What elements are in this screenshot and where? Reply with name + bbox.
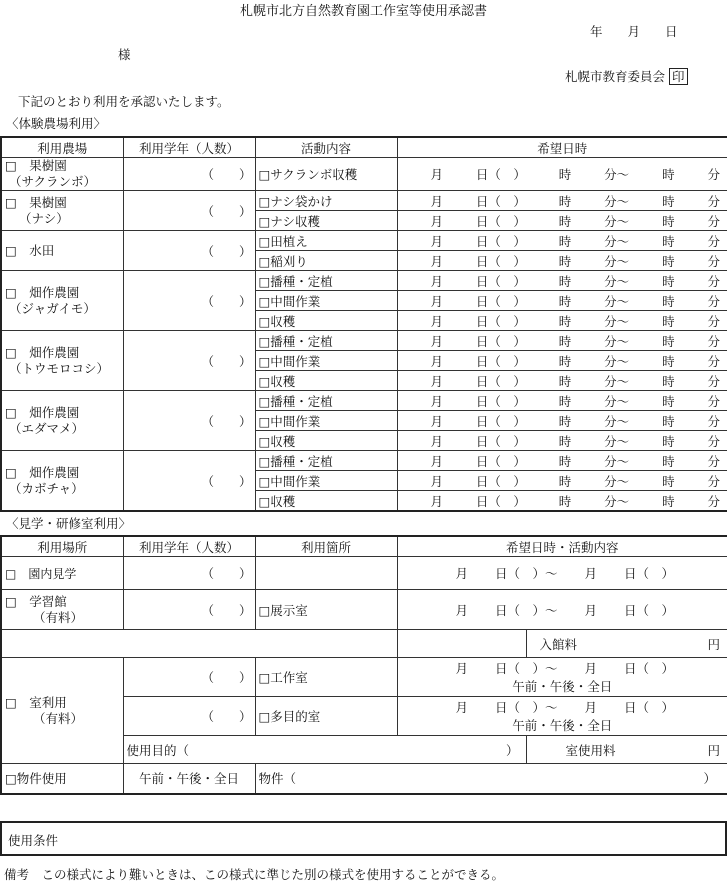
farm-crop-name: （サクランボ） bbox=[9, 174, 97, 189]
datetime-token: 月 bbox=[430, 433, 444, 449]
farm-crop-name: （カボチャ） bbox=[9, 480, 84, 496]
datetime-token: 時 bbox=[662, 353, 675, 369]
date-range-token: 月 bbox=[584, 661, 598, 676]
datetime-token: 分〜 bbox=[604, 167, 630, 182]
datetime-token: 月 bbox=[430, 453, 444, 469]
activity-checkbox[interactable]: □播種・定植 bbox=[255, 451, 397, 471]
purpose-label: 使用目的（ bbox=[126, 742, 190, 758]
remarks: 備考 この様式により難いときは、この様式に準じた別の様式を使用することができる。 bbox=[4, 867, 505, 882]
datetime-token: 分〜 bbox=[604, 193, 630, 209]
date-range-token: 日（ ）〜 bbox=[495, 566, 558, 581]
datetime-token: 時 bbox=[662, 453, 675, 469]
multipurpose-session[interactable]: 午前・午後・全日 bbox=[512, 718, 613, 733]
activity-datetime-field[interactable] bbox=[397, 371, 727, 391]
datetime-token: 分 bbox=[707, 393, 720, 409]
datetime-token: 時 bbox=[662, 193, 675, 209]
datetime-token: 時 bbox=[558, 373, 572, 389]
datetime-token: 時 bbox=[662, 473, 675, 489]
farm-label[interactable] bbox=[1, 158, 123, 191]
hall-people-field[interactable]: （ ） bbox=[123, 590, 255, 630]
datetime-token: 時 bbox=[662, 393, 675, 409]
hall-fee-blank bbox=[1, 630, 397, 658]
datetime-token: 日（ ） bbox=[475, 373, 526, 389]
datetime-token: 時 bbox=[662, 213, 675, 229]
datetime-token: 日（ ） bbox=[475, 313, 526, 329]
hall-fee-row bbox=[1, 630, 727, 658]
activity-checkbox[interactable]: □収穫 bbox=[255, 431, 397, 451]
addressee-suffix: 様 bbox=[118, 47, 131, 62]
farm-label[interactable] bbox=[1, 191, 123, 231]
activity-checkbox[interactable]: □播種・定植 bbox=[255, 331, 397, 351]
datetime-token: 日（ ） bbox=[475, 413, 526, 429]
hall-fee-spacer bbox=[397, 630, 526, 658]
header-datetime-content: 希望日時・活動内容 bbox=[397, 536, 727, 557]
datetime-token: 時 bbox=[558, 313, 572, 329]
farm-activity-row bbox=[1, 331, 727, 351]
datetime-token: 時 bbox=[558, 253, 572, 269]
purpose-close: ） bbox=[505, 742, 519, 758]
datetime-token: 日（ ） bbox=[475, 453, 526, 469]
visit-header-row bbox=[1, 536, 727, 557]
activity-checkbox[interactable]: □中間作業 bbox=[255, 291, 397, 311]
multipurpose-checkbox[interactable]: □多目的室 bbox=[255, 697, 397, 736]
workshop-session[interactable]: 午前・午後・全日 bbox=[512, 679, 613, 694]
datetime-token: 分〜 bbox=[604, 413, 630, 429]
datetime-token: 分 bbox=[707, 333, 720, 349]
farm-label[interactable] bbox=[1, 331, 123, 391]
farm-checkbox-label[interactable]: □ 畑作農園 bbox=[5, 344, 80, 360]
activity-checkbox[interactable]: □サクランボ収穫 bbox=[255, 158, 397, 191]
datetime-token: 時 bbox=[662, 253, 675, 269]
header-location: 利用箇所 bbox=[255, 536, 397, 557]
farm-activity-row bbox=[1, 158, 727, 191]
hall-checkbox-label[interactable]: □ 学習館 bbox=[5, 593, 67, 609]
tour-checkbox-label[interactable]: □ 園内見学 bbox=[1, 557, 123, 590]
farm-checkbox-label[interactable]: □ 果樹園 bbox=[5, 158, 67, 173]
datetime-token: 分 bbox=[707, 493, 720, 509]
tour-row bbox=[1, 557, 727, 590]
farm-usage-table bbox=[0, 136, 727, 512]
tour-location-cell[interactable] bbox=[255, 557, 397, 590]
datetime-token: 時 bbox=[662, 167, 675, 182]
datetime-token: 日（ ） bbox=[475, 193, 526, 209]
datetime-token: 時 bbox=[662, 493, 675, 509]
datetime-token: 月 bbox=[430, 293, 444, 309]
datetime-token: 月 bbox=[430, 213, 444, 229]
datetime-token: 分〜 bbox=[604, 353, 630, 369]
datetime-token: 分 bbox=[707, 373, 720, 389]
hall-row bbox=[1, 590, 727, 630]
farm-checkbox-label[interactable]: □ 果樹園 bbox=[5, 194, 67, 210]
date-range-token: 日（ ） bbox=[624, 566, 675, 581]
farm-crop-name: （ジャガイモ） bbox=[9, 300, 96, 316]
item-detail-close: ） bbox=[703, 771, 717, 787]
activity-datetime-field[interactable] bbox=[397, 351, 727, 371]
datetime-token: 時 bbox=[558, 473, 572, 489]
activity-checkbox[interactable]: □中間作業 bbox=[255, 411, 397, 431]
document-title: 札幌市北方自然教育園工作室等使用承認書 bbox=[239, 4, 487, 19]
datetime-token: 月 bbox=[430, 473, 444, 489]
datetime-token: 時 bbox=[558, 193, 572, 209]
datetime-token: 月 bbox=[430, 493, 444, 509]
datetime-token: 月 bbox=[430, 333, 444, 349]
header-activity: 活動内容 bbox=[255, 137, 397, 158]
datetime-token: 月 bbox=[430, 167, 444, 182]
datetime-token: 時 bbox=[662, 373, 675, 389]
datetime-token: 分 bbox=[707, 453, 720, 469]
date-range-token: 日（ ） bbox=[624, 661, 675, 676]
farm-label[interactable] bbox=[1, 231, 123, 271]
date-range-token: 月 bbox=[455, 661, 469, 676]
activity-checkbox[interactable]: □収穫 bbox=[255, 311, 397, 331]
datetime-token: 日（ ） bbox=[475, 333, 526, 349]
conditions-label: 使用条件 bbox=[8, 833, 59, 848]
farm-activity-row bbox=[1, 191, 727, 211]
header-grade: 利用学年（人数） bbox=[123, 137, 255, 158]
workshop-checkbox[interactable]: □工作室 bbox=[255, 658, 397, 697]
datetime-token: 月 bbox=[430, 373, 444, 389]
datetime-token: 時 bbox=[558, 333, 572, 349]
datetime-token: 分〜 bbox=[604, 393, 630, 409]
date-range-token: 月 bbox=[455, 602, 469, 618]
header-datetime: 希望日時 bbox=[397, 137, 727, 158]
date-range-token: 日（ ） bbox=[624, 602, 675, 618]
item-session[interactable]: 午前・午後・全日 bbox=[123, 764, 255, 794]
issuer-name: 札幌市教育委員会 bbox=[565, 69, 666, 84]
activity-checkbox[interactable]: □収穫 bbox=[255, 371, 397, 391]
issuer-block bbox=[565, 67, 688, 85]
room-purpose-field[interactable] bbox=[123, 736, 526, 764]
datetime-token: 日（ ） bbox=[475, 493, 526, 509]
workshop-date-range[interactable] bbox=[397, 658, 727, 697]
datetime-token: 時 bbox=[558, 493, 572, 509]
datetime-token: 分〜 bbox=[604, 373, 630, 389]
activity-checkbox[interactable]: □田植え bbox=[255, 231, 397, 251]
datetime-token: 日（ ） bbox=[475, 473, 526, 489]
datetime-token: 時 bbox=[558, 433, 572, 449]
datetime-token: 日（ ） bbox=[475, 273, 526, 289]
datetime-token: 分 bbox=[707, 433, 720, 449]
datetime-token: 日（ ） bbox=[475, 293, 526, 309]
room-row-workshop bbox=[1, 658, 727, 697]
farm-label[interactable] bbox=[1, 271, 123, 331]
datetime-token: 分 bbox=[707, 473, 720, 489]
datetime-token: 時 bbox=[558, 353, 572, 369]
workshop-people-field[interactable]: （ ） bbox=[123, 658, 255, 697]
datetime-token: 分〜 bbox=[604, 273, 630, 289]
datetime-token: 分〜 bbox=[604, 433, 630, 449]
hall-label[interactable] bbox=[1, 590, 123, 630]
activity-checkbox[interactable]: □収穫 bbox=[255, 491, 397, 512]
farm-checkbox-label[interactable]: □ 畑作農園 bbox=[5, 404, 80, 420]
datetime-token: 分 bbox=[707, 213, 720, 229]
farm-section-heading: 〈体験農場利用〉 bbox=[6, 116, 107, 131]
conditions-box[interactable] bbox=[0, 821, 727, 856]
activity-checkbox[interactable]: □播種・定植 bbox=[255, 271, 397, 291]
activity-datetime-field[interactable] bbox=[397, 431, 727, 451]
activity-checkbox[interactable]: □ナシ袋かけ bbox=[255, 191, 397, 211]
datetime-token: 月 bbox=[430, 273, 444, 289]
farm-people-field[interactable]: （ ） bbox=[123, 331, 255, 391]
activity-datetime-field[interactable] bbox=[397, 291, 727, 311]
farm-label[interactable] bbox=[1, 391, 123, 451]
hall-fee-note: （有料） bbox=[33, 609, 84, 625]
datetime-token: 月 bbox=[430, 353, 444, 369]
visit-usage-table bbox=[0, 535, 727, 795]
datetime-token: 時 bbox=[558, 273, 572, 289]
activity-datetime-field[interactable] bbox=[397, 251, 727, 271]
hall-place-checkbox[interactable]: □展示室 bbox=[255, 590, 397, 630]
activity-datetime-field[interactable] bbox=[397, 311, 727, 331]
farm-checkbox-label[interactable]: □ 水田 bbox=[5, 242, 55, 258]
datetime-token: 時 bbox=[558, 293, 572, 309]
room-label[interactable] bbox=[1, 658, 123, 764]
datetime-token: 分 bbox=[707, 293, 720, 309]
datetime-token: 分〜 bbox=[604, 313, 630, 329]
activity-checkbox[interactable]: □中間作業 bbox=[255, 351, 397, 371]
multipurpose-people-field[interactable]: （ ） bbox=[123, 697, 255, 736]
item-checkbox-label[interactable]: □物件使用 bbox=[1, 764, 123, 794]
datetime-token: 時 bbox=[662, 293, 675, 309]
datetime-token: 日（ ） bbox=[475, 167, 526, 182]
datetime-token: 分〜 bbox=[604, 473, 630, 489]
activity-checkbox[interactable]: □ナシ収穫 bbox=[255, 211, 397, 231]
datetime-token: 分 bbox=[707, 353, 720, 369]
room-fee-cell[interactable] bbox=[526, 736, 727, 764]
multipurpose-date-range[interactable] bbox=[397, 697, 727, 736]
farm-header-row bbox=[1, 137, 727, 158]
activity-checkbox[interactable]: □中間作業 bbox=[255, 471, 397, 491]
datetime-token: 時 bbox=[558, 167, 572, 182]
farm-activity-row bbox=[1, 271, 727, 291]
intro-text: 下記のとおり利用を承認いたします。 bbox=[18, 94, 230, 109]
activity-datetime-field[interactable] bbox=[397, 191, 727, 211]
tour-people-field[interactable]: （ ） bbox=[123, 557, 255, 590]
datetime-token: 月 bbox=[430, 413, 444, 429]
datetime-token: 月 bbox=[430, 253, 444, 269]
farm-checkbox-label[interactable]: □ 畑作農園 bbox=[5, 284, 80, 300]
datetime-token: 時 bbox=[662, 313, 675, 329]
farm-people-field[interactable]: （ ） bbox=[123, 391, 255, 451]
datetime-token: 日（ ） bbox=[475, 253, 526, 269]
farm-activity-row bbox=[1, 451, 727, 471]
datetime-token: 分 bbox=[707, 313, 720, 329]
activity-datetime-field[interactable] bbox=[397, 271, 727, 291]
datetime-token: 月 bbox=[430, 393, 444, 409]
datetime-token: 時 bbox=[662, 433, 675, 449]
datetime-token: 時 bbox=[662, 333, 675, 349]
datetime-token: 分 bbox=[707, 273, 720, 289]
datetime-token: 日（ ） bbox=[475, 433, 526, 449]
datetime-token: 分 bbox=[707, 193, 720, 209]
header-place: 利用場所 bbox=[1, 536, 123, 557]
farm-activity-row bbox=[1, 391, 727, 411]
datetime-token: 時 bbox=[558, 393, 572, 409]
datetime-token: 時 bbox=[662, 413, 675, 429]
activity-datetime-field[interactable] bbox=[397, 331, 727, 351]
datetime-token: 分〜 bbox=[604, 333, 630, 349]
activity-datetime-field[interactable] bbox=[397, 211, 727, 231]
date-range-token: 月 bbox=[584, 602, 598, 618]
datetime-token: 時 bbox=[558, 413, 572, 429]
date-range-token: 月 bbox=[584, 700, 598, 715]
date-range-token: 日（ ） bbox=[624, 700, 675, 715]
activity-datetime-field[interactable] bbox=[397, 471, 727, 491]
date-range-token: 月 bbox=[455, 566, 469, 581]
farm-people-field[interactable]: （ ） bbox=[123, 158, 255, 191]
tour-date-range[interactable] bbox=[397, 557, 727, 590]
activity-checkbox[interactable]: □稲刈り bbox=[255, 251, 397, 271]
farm-label[interactable] bbox=[1, 451, 123, 512]
datetime-token: 時 bbox=[662, 273, 675, 289]
datetime-token: 月 bbox=[430, 193, 444, 209]
date-range-token: 日（ ）〜 bbox=[495, 700, 558, 715]
datetime-token: 分〜 bbox=[604, 493, 630, 509]
date-range-token: 月 bbox=[584, 566, 598, 581]
hall-fee-unit: 円 bbox=[707, 636, 721, 652]
datetime-token: 日（ ） bbox=[475, 233, 526, 249]
issue-date: 年 月 日 bbox=[590, 24, 678, 39]
room-checkbox-label[interactable]: □ 室利用 bbox=[5, 694, 67, 710]
datetime-token: 日（ ） bbox=[475, 213, 526, 229]
datetime-token: 時 bbox=[662, 233, 675, 249]
datetime-token: 分 bbox=[707, 253, 720, 269]
farm-crop-name: （ナシ） bbox=[19, 210, 69, 226]
farm-checkbox-label[interactable]: □ 畑作農園 bbox=[5, 464, 80, 480]
farm-people-field[interactable]: （ ） bbox=[123, 191, 255, 231]
activity-datetime-field[interactable] bbox=[397, 231, 727, 251]
datetime-token: 分 bbox=[707, 413, 720, 429]
seal-mark: 印 bbox=[669, 68, 688, 85]
datetime-token: 月 bbox=[430, 233, 444, 249]
room-fee-note: （有料） bbox=[33, 710, 84, 726]
item-detail-field[interactable] bbox=[255, 764, 727, 794]
farm-activity-row bbox=[1, 231, 727, 251]
hall-fee-cell[interactable] bbox=[526, 630, 727, 658]
datetime-token: 時 bbox=[558, 233, 572, 249]
date-range-token: 日（ ）〜 bbox=[495, 661, 558, 676]
header-grade: 利用学年（人数） bbox=[123, 536, 255, 557]
date-range-token: 月 bbox=[455, 700, 469, 715]
datetime-token: 日（ ） bbox=[475, 393, 526, 409]
hall-fee-label: 入館料 bbox=[539, 636, 578, 652]
activity-checkbox[interactable]: □播種・定植 bbox=[255, 391, 397, 411]
datetime-token: 日（ ） bbox=[475, 353, 526, 369]
activity-datetime-field[interactable] bbox=[397, 491, 727, 512]
datetime-token: 分〜 bbox=[604, 253, 630, 269]
header-farm: 利用農場 bbox=[1, 137, 123, 158]
datetime-token: 分 bbox=[707, 167, 720, 182]
datetime-token: 分〜 bbox=[604, 453, 630, 469]
datetime-token: 分 bbox=[707, 233, 720, 249]
room-fee-label: 室使用料 bbox=[565, 742, 616, 758]
farm-people-field[interactable]: （ ） bbox=[123, 451, 255, 512]
farm-crop-name: （トウモロコシ） bbox=[9, 360, 110, 376]
datetime-token: 分〜 bbox=[604, 293, 630, 309]
datetime-token: 分〜 bbox=[604, 213, 630, 229]
datetime-token: 分〜 bbox=[604, 233, 630, 249]
farm-crop-name: （エダマメ） bbox=[9, 420, 85, 436]
item-detail-label: 物件（ bbox=[258, 771, 297, 787]
activity-datetime-field[interactable] bbox=[397, 158, 727, 191]
date-range-token: 日（ ）〜 bbox=[495, 602, 558, 618]
visit-section-heading: 〈見学・研修室利用〉 bbox=[6, 516, 132, 531]
activity-datetime-field[interactable] bbox=[397, 411, 727, 431]
hall-date-range[interactable] bbox=[397, 590, 727, 630]
room-fee-unit: 円 bbox=[707, 742, 721, 758]
activity-datetime-field[interactable] bbox=[397, 391, 727, 411]
datetime-token: 時 bbox=[558, 213, 572, 229]
farm-people-field[interactable]: （ ） bbox=[123, 271, 255, 331]
datetime-token: 時 bbox=[558, 453, 572, 469]
activity-datetime-field[interactable] bbox=[397, 451, 727, 471]
item-row bbox=[1, 764, 727, 794]
datetime-token: 月 bbox=[430, 313, 444, 329]
farm-people-field[interactable]: （ ） bbox=[123, 231, 255, 271]
